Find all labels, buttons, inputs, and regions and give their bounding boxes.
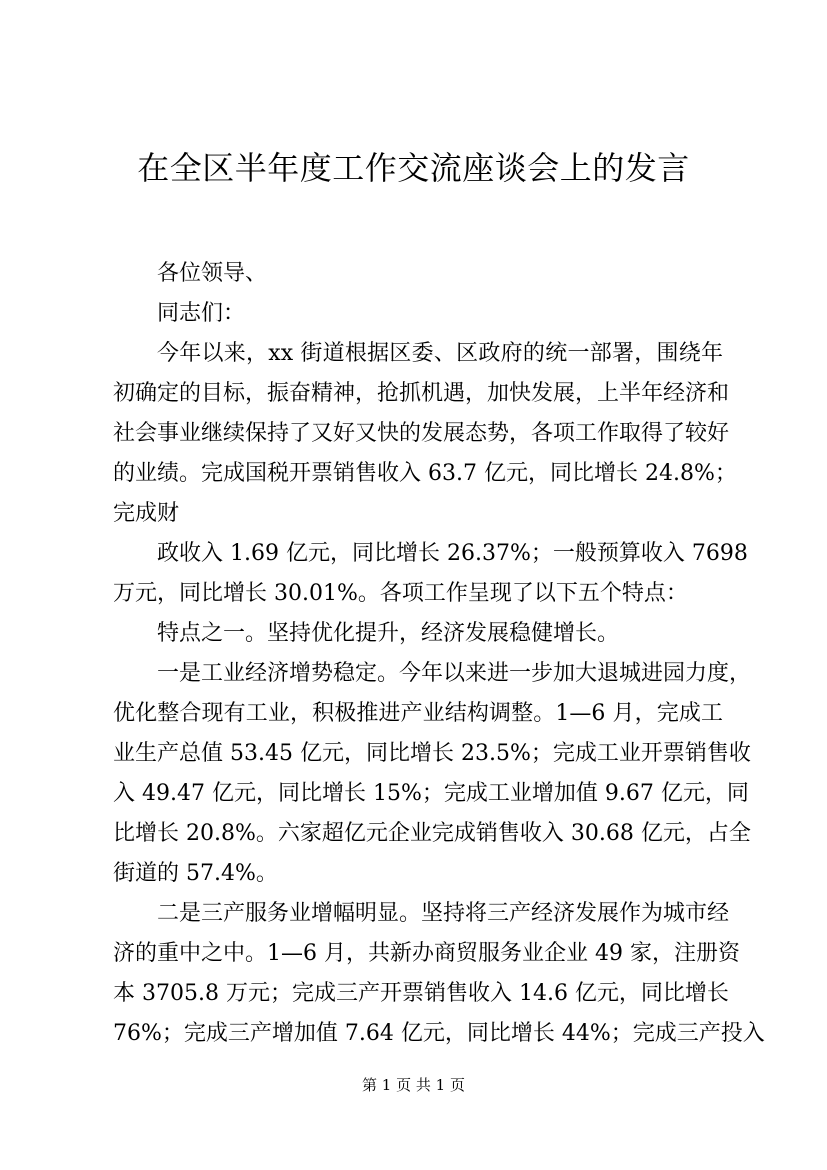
paragraph-line: 各位领导、 [157,261,268,286]
paragraph-line: 完成财 [113,501,180,526]
paragraph-line: 业生产总值 53.45 亿元，同比增长 23.5%；完成工业开票销售收 [113,741,751,766]
paragraph-line: 二是三产服务业增幅明显。坚持将三产经济发展作为城市经 [157,901,730,926]
paragraph-line: 76%；完成三产增加值 7.64 亿元，同比增长 44%；完成三产投入 [113,1021,765,1046]
paragraph-line: 万元，同比增长 30.01%。各项工作呈现了以下五个特点： [113,581,688,606]
paragraph-line: 一是工业经济增势稳定。今年以来进一步加大退城进园力度， [157,661,752,686]
paragraph-line: 本 3705.8 万元；完成三产开票销售收入 14.6 亿元，同比增长 [113,981,729,1006]
page-number-footer: 第 1 页 共 1 页 [362,1076,465,1094]
paragraph-line: 政收入 1.69 亿元，同比增长 26.37%；一般预算收入 7698 [157,541,748,566]
paragraph-line: 今年以来，xx 街道根据区委、区政府的统一部署，围绕年 [157,341,723,366]
paragraph-line: 街道的 57.4%。 [113,861,278,886]
paragraph-line: 社会事业继续保持了又好又快的发展态势，各项工作取得了较好 [113,421,730,446]
paragraph-line: 初确定的目标，振奋精神，抢抓机遇，加快发展，上半年经济和 [113,381,730,406]
paragraph-line: 优化整合现有工业，积极推进产业结构调整。1—6 月，完成工 [113,701,723,726]
paragraph-line: 入 49.47 亿元，同比增长 15%；完成工业增加值 9.67 亿元，同 [113,781,749,806]
paragraph-line: 的业绩。完成国税开票销售收入 63.7 亿元，同比增长 24.8%； [113,461,737,486]
paragraph-line: 同志们： [157,301,246,326]
paragraph-line: 特点之一。坚持优化提升，经济发展稳健增长。 [157,621,620,646]
document-title: 在全区半年度工作交流座谈会上的发言 [137,149,690,187]
paragraph-line: 比增长 20.8%。六家超亿元企业完成销售收入 30.68 亿元，占全 [113,821,751,846]
paragraph-line: 济的重中之中。1—6 月，共新办商贸服务业企业 49 家，注册资 [113,941,740,966]
